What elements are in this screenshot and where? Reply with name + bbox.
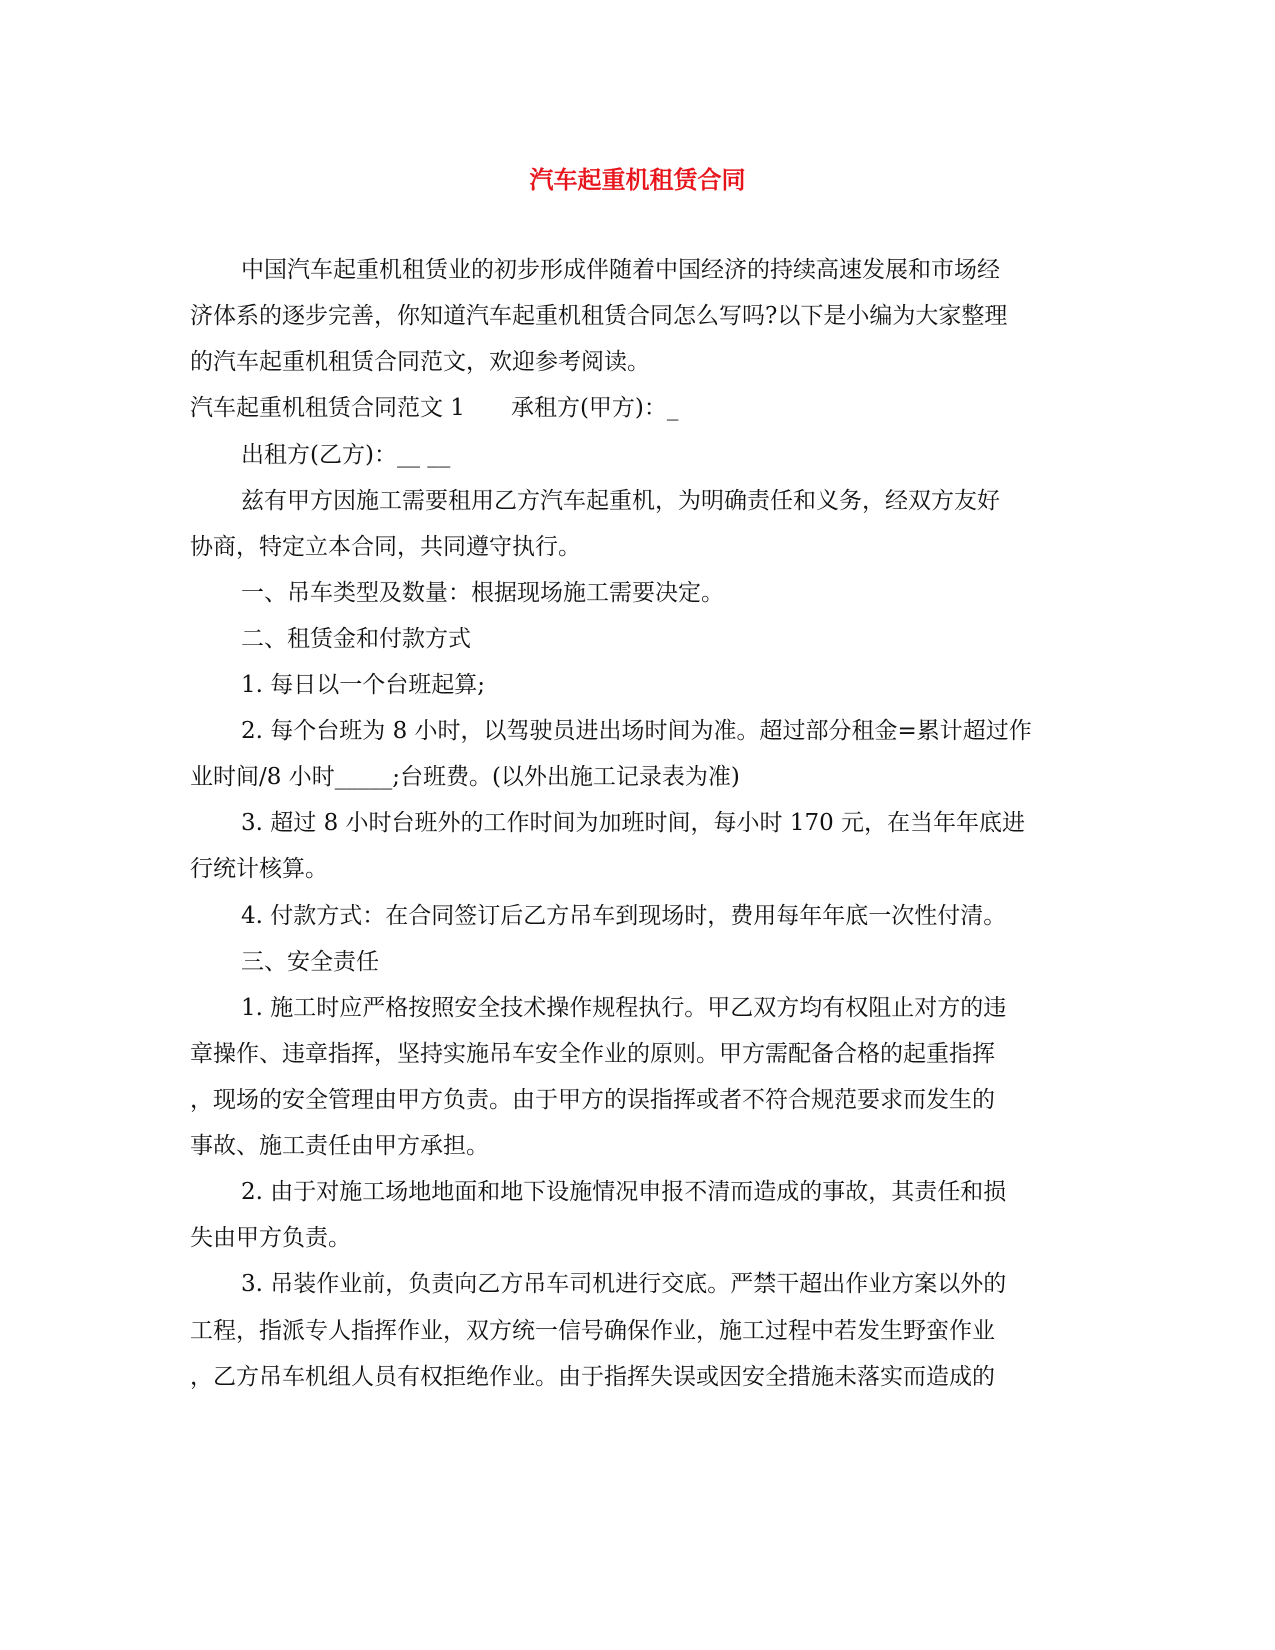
text-line: 协商，特定立本合同，共同遵守执行。 xyxy=(190,534,581,560)
text-line: 中国汽车起重机租赁业的初步形成伴随着中国经济的持续高速发展和市场经 xyxy=(241,257,1000,283)
text-line: ，乙方吊车机组人员有权拒绝作业。由于指挥失误或因安全措施未落实而造成的 xyxy=(190,1364,995,1390)
text-line: 章操作、违章指挥，坚持实施吊车安全作业的原则。甲方需配备合格的起重指挥 xyxy=(190,1041,995,1067)
contract-heading-line xyxy=(190,393,1080,423)
text-line: 2. 由于对施工场地地面和地下设施情况申报不清而造成的事故，其责任和损 xyxy=(241,1179,1007,1205)
lessor-line: 出租方(乙方)：__ __ xyxy=(241,442,451,468)
clause-heading: 二、租赁金和付款方式 xyxy=(241,626,471,652)
text-line: 事故、施工责任由甲方承担。 xyxy=(190,1133,489,1159)
text-line: 兹有甲方因施工需要租用乙方汽车起重机，为明确责任和义务，经双方友好 xyxy=(241,488,1000,514)
text-line: 失由甲方负责。 xyxy=(190,1225,351,1251)
document-title: 汽车起重机租赁合同 xyxy=(529,165,746,194)
clause-heading: 一、吊车类型及数量：根据现场施工需要决定。 xyxy=(241,580,724,606)
text-line: 工程，指派专人指挥作业，双方统一信号确保作业，施工过程中若发生野蛮作业 xyxy=(190,1318,995,1344)
text-line: ，现场的安全管理由甲方负责。由于甲方的误指挥或者不符合规范要求而发生的 xyxy=(190,1087,995,1113)
text-line: 的汽车起重机租赁合同范文，欢迎参考阅读。 xyxy=(190,349,650,375)
text-line: 3. 超过 8 小时台班外的工作时间为加班时间，每小时 170 元，在当年年底进 xyxy=(241,810,1026,836)
text-line: 济体系的逐步完善，你知道汽车起重机租赁合同怎么写吗?以下是小编为大家整理 xyxy=(190,303,1008,329)
text-line: 3. 吊装作业前，负责向乙方吊车司机进行交底。严禁干超出作业方案以外的 xyxy=(241,1271,1007,1297)
text-line: 2. 每个台班为 8 小时，以驾驶员进出场时间为准。超过部分租金=累计超过作 xyxy=(241,718,1032,744)
lessee-label: 承租方(甲方)：_ xyxy=(510,395,679,421)
clause-heading: 三、安全责任 xyxy=(241,949,379,975)
text-line: 行统计核算。 xyxy=(190,856,328,882)
section-heading: 汽车起重机租赁合同范文 1 xyxy=(190,395,465,421)
text-line: 业时间/8 小时_____;台班费。(以外出施工记录表为准) xyxy=(190,764,740,790)
text-line: 4. 付款方式：在合同签订后乙方吊车到现场时，费用每年年底一次性付清。 xyxy=(241,903,1007,929)
text-line: 1. 每日以一个台班起算; xyxy=(241,672,486,698)
text-line: 1. 施工时应严格按照安全技术操作规程执行。甲乙双方均有权阻止对方的违 xyxy=(241,995,1007,1021)
